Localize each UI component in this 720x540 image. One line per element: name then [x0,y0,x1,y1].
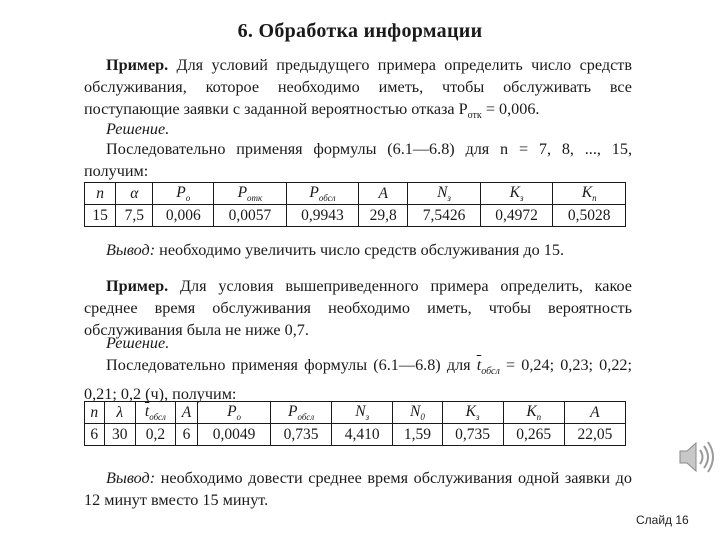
t1-h-kz: $K_з$ [480,183,553,205]
example2-solution-label: Решение. [106,334,170,352]
t2-h-kp: $K_п$ [503,402,564,424]
example1-text: Для условий предыдущего примера определить число средств обслуживания, которое необходимо иметь, чтобы обслуживать все поступающие заявки с заданной вероятностью отказа P [84,56,632,118]
t2-h-n0: $N_0$ [393,402,442,424]
example1-solution-text: Последовательно применяя формулы (6.1—6.8) для n = 7, 8, ..., 15, получим: [84,140,632,180]
t1-h-alpha: α [116,183,153,205]
t-obsl-symbol: $\overline{t}$ [476,356,482,374]
t2-h-p0: $P_o$ [198,402,271,424]
t1-h-nz: $N_з$ [408,183,481,205]
speaker-icon[interactable] [676,437,718,477]
t2-h-kz: $K_з$ [442,402,503,424]
example2-lead: Пример. [106,277,169,295]
table-cell: 0,735 [271,424,332,446]
table-cell: 6 [175,424,197,446]
example1-conclusion [84,239,632,261]
t2-h-tobsl: $\overline{t}_{обсл}$ [135,402,175,424]
t2-h-n: n [85,402,105,424]
example2-solution-text: Последовательно применяя формулы (6.1—6.8) для $\overline{t}_{обсл} = 0,24$; 0,23; 0,22; 0,21; 0,2 (ч), получим: [84,356,633,404]
example1-table-header-row [85,183,626,205]
t1-h-p0: $P_o$ [153,183,214,205]
table-cell: 7,5426 [408,205,481,227]
example2-table [84,401,626,446]
example2-conclusion [84,467,632,511]
example1-lead: Пример. [106,56,169,74]
example2-conclusion-label: Вывод: [106,469,156,487]
table-cell: 6 [85,424,105,446]
table-cell: 0,4972 [480,205,553,227]
t2-h-lambda: λ [104,402,135,424]
table-cell: 7,5 [116,205,153,227]
example2-text: Для условия вышеприведенного примера определить, какое среднее время обслуживания необходимо иметь, чтобы вероятность обслуживания была не ниже 0,7. [84,277,632,339]
t2-h-pobsl: $P_{обсл}$ [271,402,332,424]
t2-h-nz: $N_з$ [332,402,393,424]
table-cell: 0,0049 [198,424,271,446]
example1-sub-otk: отк [467,110,482,122]
table-cell: 30 [104,424,135,446]
example1-paragraph [84,54,632,127]
t2-h-a: A [175,402,197,424]
table-cell: 0,2 [135,424,175,446]
example1-conclusion-label: Вывод: [106,241,156,259]
table-cell: 4,410 [332,424,393,446]
t1-h-kp: $K_п$ [553,183,626,205]
t1-h-a: A [359,183,408,205]
example2-table-header-row [85,402,626,424]
table-cell: 0,5028 [553,205,626,227]
example1-table [84,182,626,227]
table-cell: 29,8 [359,205,408,227]
t1-h-n: n [85,183,116,205]
table-cell: 0,006 [153,205,214,227]
table-cell: 0,9943 [286,205,359,227]
example1-solution-label: Решение. [106,120,170,138]
table-cell: 0,265 [503,424,564,446]
t1-h-potk: $P_{отк}$ [214,183,287,205]
t2-h-a2: A [564,402,625,424]
example2-conclusion-text: необходимо довести среднее время обслуживания одной заявки до 12 минут вместо 15 минут. [84,469,632,509]
t1-h-pobsl: $P_{обсл}$ [286,183,359,205]
table-cell: 1,59 [393,424,442,446]
table-row [85,205,626,227]
table-cell: 0,0057 [214,205,287,227]
example1-conclusion-text: необходимо увеличить число средств обслуживания до 15. [155,241,564,259]
table-cell: 15 [85,205,116,227]
table-cell: 0,735 [442,424,503,446]
example1-text-end: = 0,006. [481,100,540,118]
page-title: 6. Обработка информации [237,20,483,42]
slide-number: Слайд 16 [636,513,689,527]
table-cell: 22,05 [564,424,625,446]
table-row [85,424,626,446]
